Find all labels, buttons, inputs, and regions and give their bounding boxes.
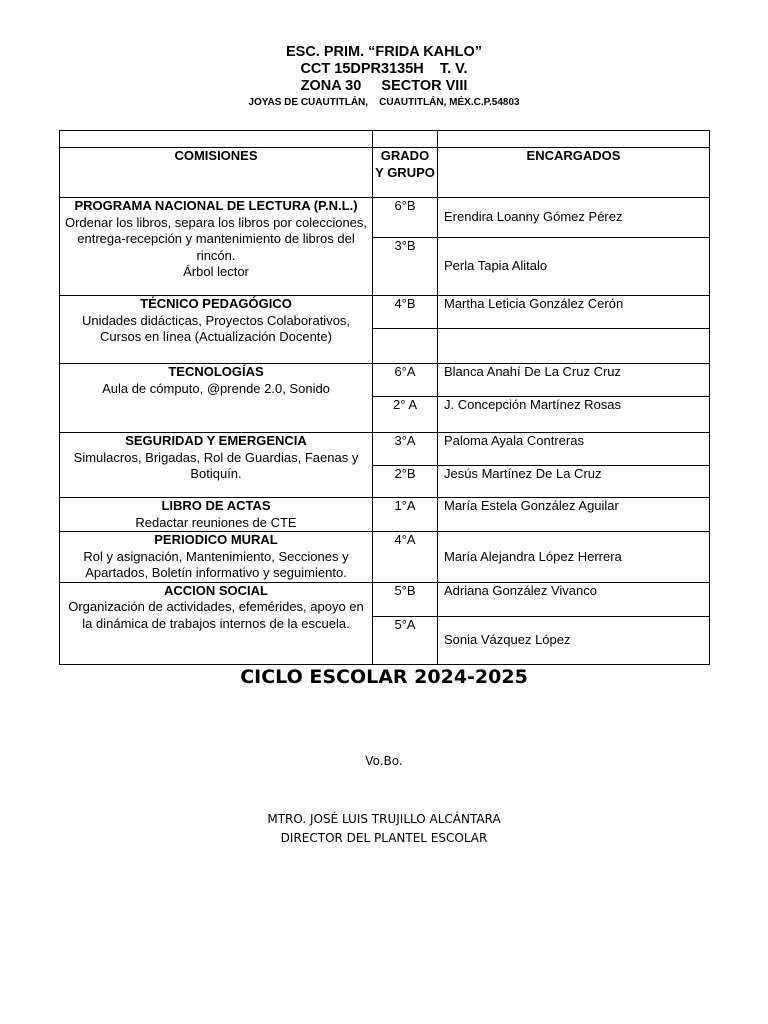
document-header [0, 44, 768, 109]
table-row [60, 433, 710, 466]
school-year-title: CICLO ESCOLAR 2024-2025 [240, 666, 528, 688]
encargado-cell: Adriana González Vivanco [438, 582, 710, 616]
commission-desc: Simulacros, Brigadas, Rol de Guardias, Faenas y Botiquín. [73, 449, 359, 481]
grado-cell: 6°A [373, 364, 438, 397]
table-row [60, 198, 710, 238]
table-row [60, 296, 710, 329]
commission-desc: Redactar reuniones de CTE [135, 514, 297, 530]
commission-desc: Unidades didácticas, Proyectos Colaborativos, Cursos en línea (Actualización Docente) [81, 312, 351, 344]
table-row [60, 364, 710, 397]
commission-cell [60, 296, 373, 364]
encargado-cell: Paloma Ayala Contreras [438, 433, 710, 466]
commission-title: TÉCNICO PEDAGÓGICO [140, 296, 292, 311]
grado-cell: 2° A [373, 397, 438, 433]
school-cct: CCT 15DPR3135H T. V. [300, 61, 468, 77]
commission-title: SEGURIDAD Y EMERGENCIA [125, 433, 307, 448]
school-address: JOYAS DE CUAUTITLÁN, CUAUTITLÁN, MÉX.C.P.54803 [248, 97, 520, 108]
commission-desc: Rol y asignación, Mantenimiento, Secciones y Apartados, Boletín informativo y seguimiento. [83, 548, 349, 580]
commission-desc: Organización de actividades, efemérides, apoyo en la dinámica de trabajos internos de la escuela. [68, 599, 364, 631]
commission-title: LIBRO DE ACTAS [161, 498, 271, 513]
commission-title: ACCION SOCIAL [164, 582, 268, 598]
grado-cell: 4°B [373, 296, 438, 329]
grado-cell: 5°B [373, 582, 438, 616]
grado-cell: 5°A [373, 616, 438, 664]
commission-title: PERIODICO MURAL [154, 532, 278, 547]
table-row [60, 532, 710, 583]
school-name: ESC. PRIM. “FRIDA KAHLO” [285, 44, 483, 60]
encargado-cell: Blanca Anahí De La Cruz Cruz [438, 364, 710, 397]
commission-cell [60, 498, 373, 532]
header-comisiones: COMISIONES [60, 148, 373, 198]
commission-title: PROGRAMA NACIONAL DE LECTURA (P.N.L.) [74, 198, 358, 213]
table-header-row [60, 148, 710, 198]
grado-cell: 4°A [373, 532, 438, 583]
commission-cell [60, 582, 373, 664]
blank-cell [438, 131, 710, 148]
commission-cell [60, 364, 373, 433]
grado-cell: 2°B [373, 466, 438, 498]
encargado-cell: J. Concepción Martínez Rosas [438, 397, 710, 433]
commission-desc: Aula de cómputo, @prende 2.0, Sonido [102, 380, 330, 396]
grado-cell: 6°B [373, 198, 438, 238]
commission-cell [60, 433, 373, 498]
encargado-cell [438, 329, 710, 364]
director-name: MTRO. JOSÉ LUIS TRUJILLO ALCÁNTARA [267, 812, 501, 826]
header-encargados: ENCARGADOS [438, 148, 710, 198]
encargado-cell: María Estela González Aguilar [438, 498, 710, 532]
encargado-cell: Jesús Martínez De La Cruz [438, 466, 710, 498]
director-role: DIRECTOR DEL PLANTEL ESCOLAR [280, 831, 488, 845]
school-zone: ZONA 30 SECTOR VIII [300, 78, 468, 94]
vobo-label: Vo.Bo. [365, 754, 403, 768]
encargado-cell: Erendira Loanny Gómez Pérez [438, 198, 710, 238]
commission-cell [60, 532, 373, 583]
encargado-cell: Martha Leticia González Cerón [438, 296, 710, 329]
grado-cell: 3°A [373, 433, 438, 466]
encargado-cell: María Alejandra López Herrera [438, 532, 710, 583]
encargado-cell: Sonia Vázquez López [438, 616, 710, 664]
table-row [60, 498, 710, 532]
encargado-cell: Perla Tapia Alitalo [438, 238, 710, 296]
blank-cell [60, 131, 373, 148]
header-grado: GRADO Y GRUPO [373, 148, 438, 198]
commission-desc: Ordenar los libros, separa los libros por colecciones, entrega-recepción y mantenimiento de libros del rincón. Árbol lector [64, 214, 368, 279]
table-row [60, 131, 710, 148]
blank-cell [373, 131, 438, 148]
commissions-table [59, 130, 710, 665]
grado-cell [373, 329, 438, 364]
table-row [60, 582, 710, 616]
commission-title: TECNOLOGÍAS [168, 364, 264, 379]
commission-cell [60, 198, 373, 296]
grado-cell: 3°B [373, 238, 438, 296]
grado-cell: 1°A [373, 498, 438, 532]
